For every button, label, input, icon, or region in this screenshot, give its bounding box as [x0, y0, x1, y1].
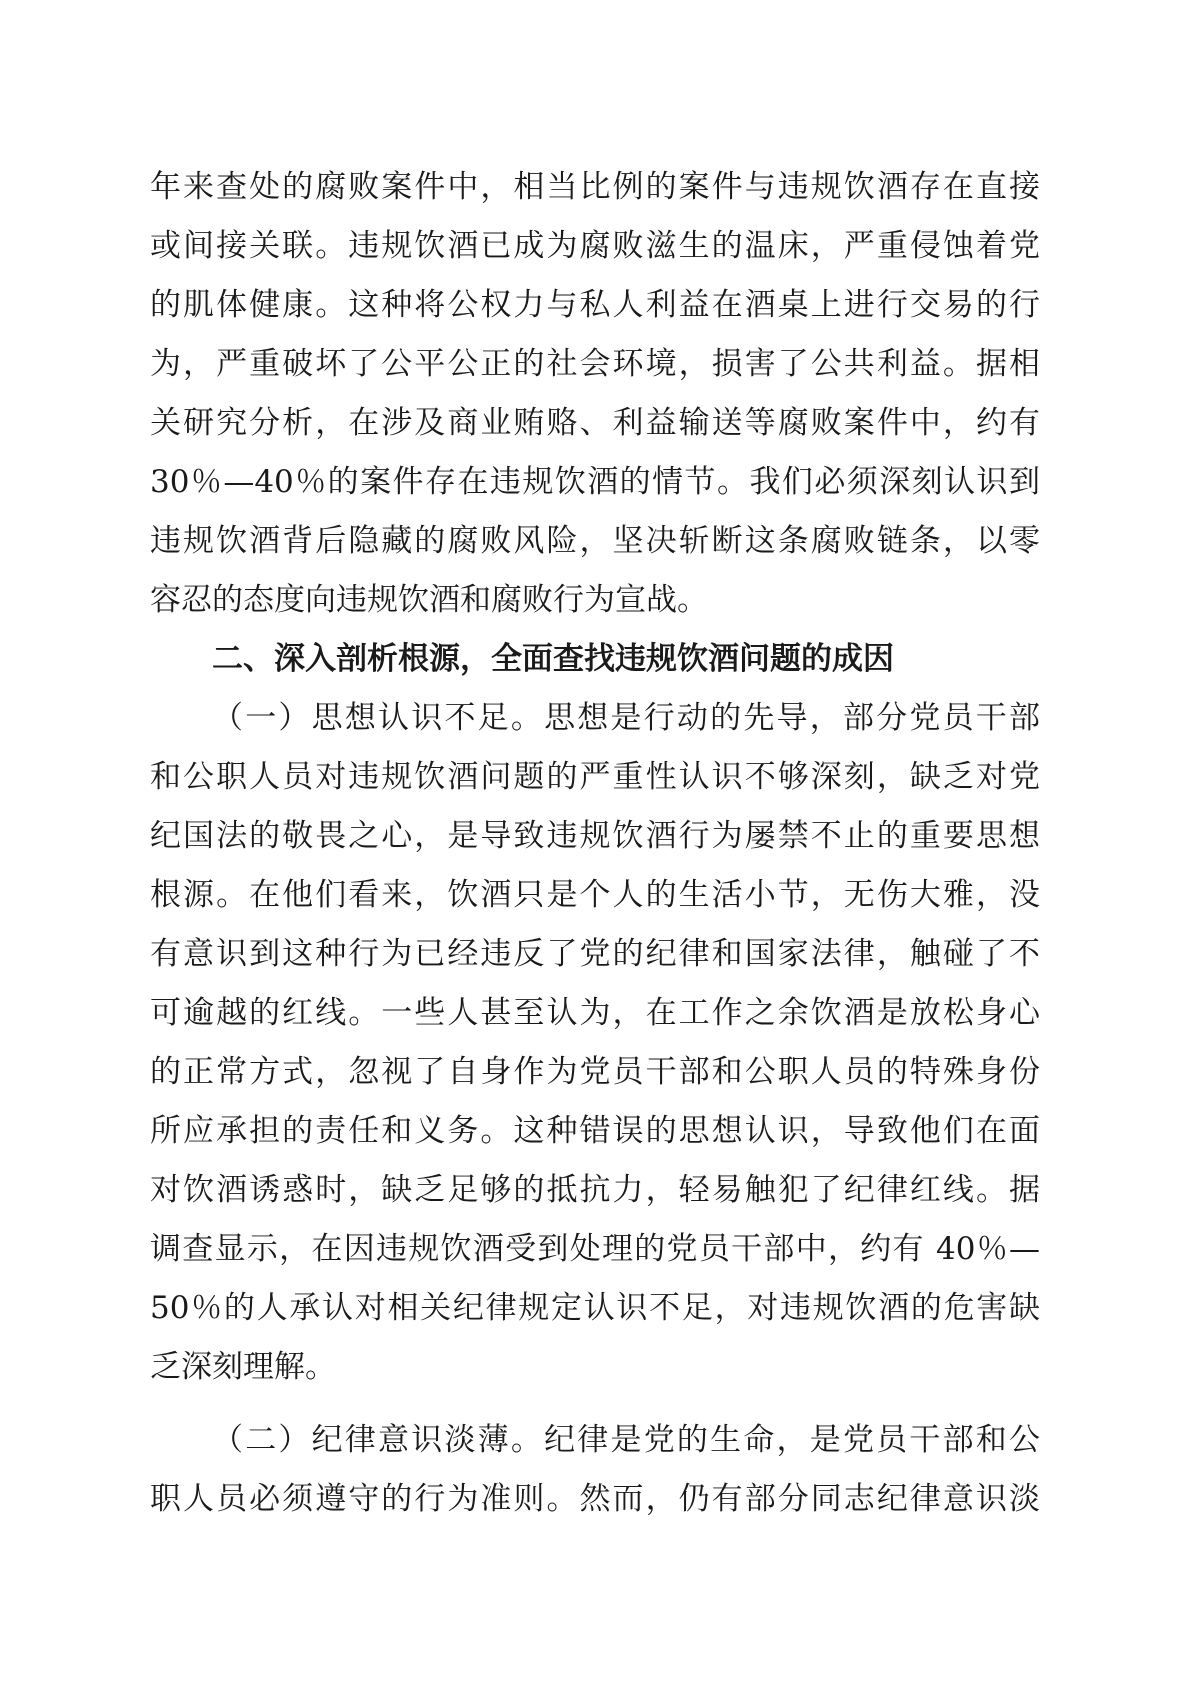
text-line: 乏深刻理解。: [150, 1349, 336, 1385]
paragraph-1: [150, 158, 1040, 630]
paragraph-2: [150, 689, 1040, 1397]
text-line: 对饮酒诱惑时，缺乏足够的抵抗力，轻易触犯了纪律红线。据: [150, 1172, 1040, 1208]
text-line: （一）思想认识不足。思想是行动的先导，部分党员干部: [212, 700, 1040, 736]
text-line: 职人员必须遵守的行为准则。然而，仍有部分同志纪律意识淡: [150, 1481, 1040, 1517]
text-line: （二）纪律意识淡薄。纪律是党的生命，是党员干部和公: [212, 1422, 1040, 1458]
text-line: 纪国法的敬畏之心，是导致违规饮酒行为屡禁不止的重要思想: [150, 818, 1040, 854]
body-text: [150, 158, 1040, 1529]
paragraph-gap: [150, 1397, 1040, 1411]
text-line: 根源。在他们看来，饮酒只是个人的生活小节，无伤大雅，没: [150, 877, 1040, 913]
text-line: 容忍的态度向违规饮酒和腐败行为宣战。: [150, 582, 708, 618]
text-line: 的正常方式，忽视了自身作为党员干部和公职人员的特殊身份: [150, 1054, 1040, 1090]
text-line: 或间接关联。违规饮酒已成为腐败滋生的温床，严重侵蚀着党: [150, 228, 1040, 264]
section-heading: 二、深入剖析根源，全面查找违规饮酒问题的成因: [212, 641, 894, 677]
text-line: 可逾越的红线。一些人甚至认为，在工作之余饮酒是放松身心: [150, 995, 1040, 1031]
text-line: 调查显示，在因违规饮酒受到处理的党员干部中，约有 40％—: [150, 1231, 1040, 1267]
text-line: 50％的人承认对相关纪律规定认识不足，对违规饮酒的危害缺: [150, 1290, 1040, 1326]
text-line: 年来查处的腐败案件中，相当比例的案件与违规饮酒存在直接: [150, 169, 1040, 205]
text-line: 所应承担的责任和义务。这种错误的思想认识，导致他们在面: [150, 1113, 1040, 1149]
paragraph-3: [150, 1411, 1040, 1529]
text-line: 的肌体健康。这种将公权力与私人利益在酒桌上进行交易的行: [150, 287, 1040, 323]
text-line: 30％—40％的案件存在违规饮酒的情节。我们必须深刻认识到: [150, 464, 1040, 500]
text-line: 和公职人员对违规饮酒问题的严重性认识不够深刻，缺乏对党: [150, 759, 1040, 795]
text-line: 有意识到这种行为已经违反了党的纪律和国家法律，触碰了不: [150, 936, 1040, 972]
text-line: 关研究分析，在涉及商业贿赂、利益输送等腐败案件中，约有: [150, 405, 1040, 441]
text-line: 为，严重破坏了公平公正的社会环境，损害了公共利益。据相: [150, 346, 1040, 382]
text-line: 违规饮酒背后隐藏的腐败风险，坚决斩断这条腐败链条，以零: [150, 523, 1040, 559]
